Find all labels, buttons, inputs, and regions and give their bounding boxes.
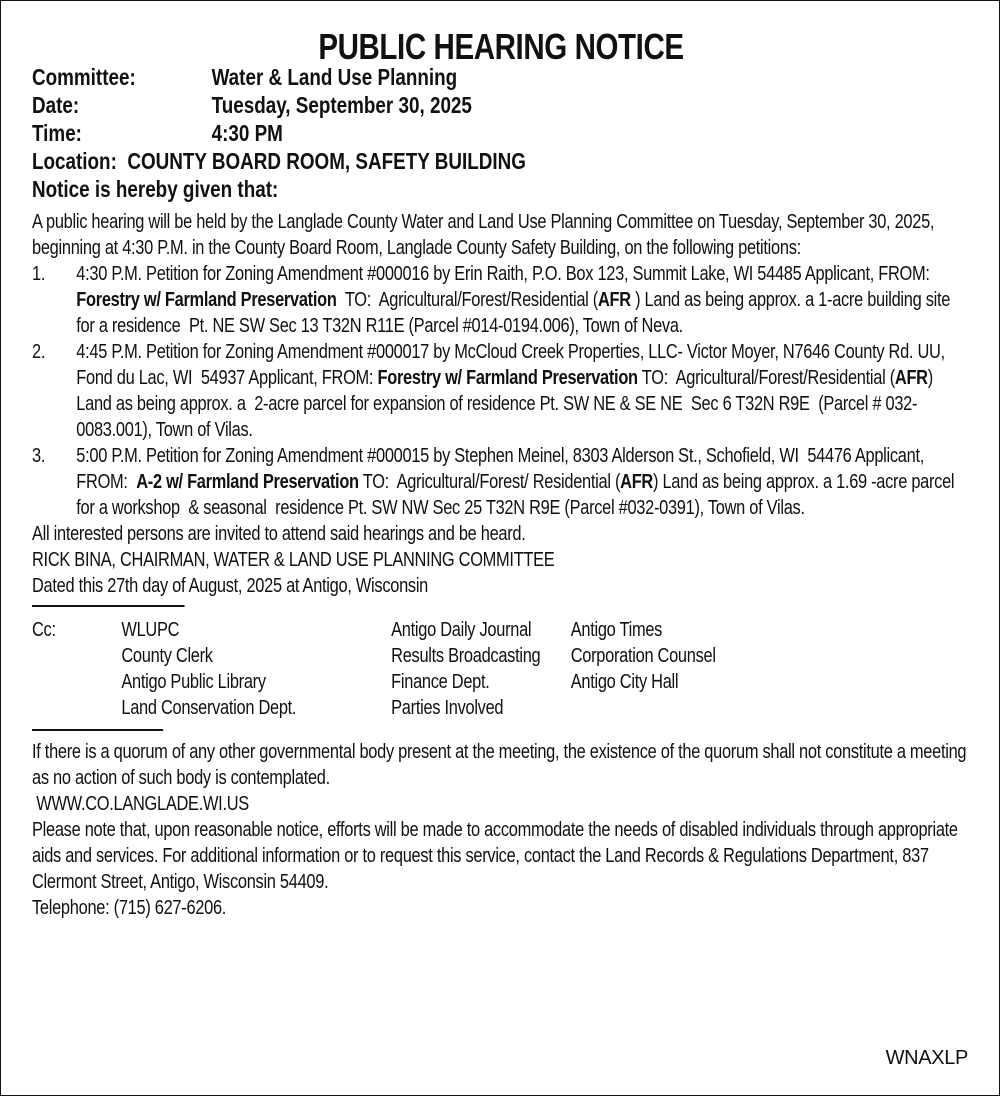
- notice-given-row: [32, 175, 970, 203]
- committee-label: Committee:: [32, 64, 136, 90]
- petition-text: [76, 339, 970, 443]
- cc-recipient: Antigo City Hall: [570, 671, 679, 693]
- petition-text-start: 5:00 P.M. Petition for Zoning Amendment #000015 by Stephen Meinel, 8303 Alderson St., Schofield, WI 54476 Applicant, FROM:: [76, 445, 929, 493]
- cc-recipient: Antigo Times: [570, 619, 663, 641]
- accommodation-paragraph: Please note that, upon reasonable notice, efforts will be made to accommodate the needs of disabled individuals through appropriate aids and services. For additional information or to request this service, contact the Land Records & Regulations Department, 837 Clermont Street, Antigo, Wisconsin 54409.: [32, 819, 958, 893]
- cc-recipient: Corporation Counsel: [570, 645, 716, 667]
- time-label: Time:: [32, 120, 82, 146]
- location-text: Location: COUNTY BOARD ROOM, SAFETY BUILDING: [32, 148, 526, 174]
- cc-recipient: WLUPC: [121, 619, 180, 641]
- notice-title: PUBLIC HEARING NOTICE: [318, 26, 684, 67]
- petition-text-end: ) Land as being approx. a 2-acre parcel for expansion of residence Pt. SW NE & SE NE Sec 6 T32N R9E (Parcel # 032-0083.001), Town of Vilas.: [76, 367, 938, 441]
- notice-content: [32, 9, 970, 921]
- date-label: Date:: [32, 92, 80, 118]
- cc-recipient: County Clerk: [121, 645, 213, 667]
- notice-body: [32, 209, 970, 921]
- cc-recipient: Finance Dept.: [391, 671, 490, 693]
- cc-recipient: Parties Involved: [391, 697, 504, 719]
- petition-number: 2.: [32, 341, 46, 363]
- petition-to-zone: AFR: [597, 289, 631, 311]
- time-value: 4:30 PM: [211, 120, 283, 146]
- petition-item: [32, 443, 970, 521]
- location-row: [32, 147, 970, 175]
- cc-recipient: Land Conservation Dept.: [121, 697, 297, 719]
- committee-row: [32, 63, 970, 91]
- cc-label: Cc:: [32, 619, 56, 641]
- telephone-line: Telephone: (715) 627-6206.: [32, 897, 227, 919]
- petition-number: 3.: [32, 445, 46, 467]
- petition-from-zone: Forestry w/ Farmland Preservation: [76, 289, 337, 311]
- cc-list: [32, 617, 970, 721]
- cc-recipient: Antigo Daily Journal: [391, 619, 532, 641]
- petition-item: [32, 261, 970, 339]
- petition-text-middle: TO: Agricultural/Forest/ Residential (: [358, 471, 621, 493]
- separator-rule: [32, 605, 185, 607]
- petition-text-middle: TO: Agricultural/Forest/Residential (: [336, 289, 598, 311]
- notice-given-text: Notice is hereby given that:: [32, 176, 279, 202]
- cc-recipient: Results Broadcasting: [391, 645, 541, 667]
- petition-number: 1.: [32, 263, 46, 285]
- quorum-paragraph: If there is a quorum of any other governmental body present at the meeting, the existence of the quorum shall not constitute a meeting as no action of such body is contemplated.: [32, 741, 967, 789]
- petition-text-end: ) Land as being approx. a 1.69 -acre parcel for a workshop & seasonal residence Pt. SW NW Sec 25 T32N R9E (Parcel #032-0391), Town of Vilas.: [76, 471, 959, 519]
- petition-from-zone: Forestry w/ Farmland Preservation: [377, 367, 638, 389]
- intro-paragraph: A public hearing will be held by the Langlade County Water and Land Use Planning Committee on Tuesday, September 30, 2025, beginning at 4:30 P.M. in the County Board Room, Langlade County Safety Building, on the following petitions:: [32, 211, 935, 259]
- notice-header: [32, 63, 970, 203]
- petition-text-start: 4:30 P.M. Petition for Zoning Amendment #000016 by Erin Raith, P.O. Box 123, Summit Lake, WI 54485 Applicant, FROM:: [76, 263, 934, 285]
- website-link[interactable]: WWW.CO.LANGLADE.WI.US: [32, 793, 249, 815]
- cc-recipient: Antigo Public Library: [121, 671, 266, 693]
- petition-text-middle: TO: Agricultural/Forest/Residential (: [637, 367, 895, 389]
- separator-rule: [32, 729, 163, 731]
- petition-text-start: 4:45 P.M. Petition for Zoning Amendment #000017 by McCloud Creek Properties, LLC- Victor Moyer, N7646 County Rd. UU, Fond du Lac, WI 54937 Applicant, FROM:: [76, 341, 950, 389]
- petition-text-end: ) Land as being approx. a 1-acre building site for a residence Pt. NE SW Sec 13 T32N R11E (Parcel #014-0194.006), Town of Neva.: [76, 289, 955, 337]
- petition-to-zone: AFR: [894, 367, 928, 389]
- committee-value: Water & Land Use Planning: [211, 64, 458, 90]
- dated-line: Dated this 27th day of August, 2025 at Antigo, Wisconsin: [32, 575, 429, 597]
- date-row: [32, 91, 970, 119]
- petition-text: [76, 261, 970, 339]
- petition-from-zone: A-2 w/ Farmland Preservation: [136, 471, 359, 493]
- date-value: Tuesday, September 30, 2025: [211, 92, 472, 118]
- petition-to-zone: AFR: [620, 471, 653, 493]
- petition-text: [76, 443, 970, 521]
- chairman-line: RICK BINA, CHAIRMAN, WATER & LAND USE PLANNING COMMITTEE: [32, 549, 555, 571]
- publication-code: WNAXLP: [885, 1047, 968, 1069]
- time-row: [32, 119, 970, 147]
- petition-item: [32, 339, 970, 443]
- invitation-line: All interested persons are invited to attend said hearings and be heard.: [32, 523, 526, 545]
